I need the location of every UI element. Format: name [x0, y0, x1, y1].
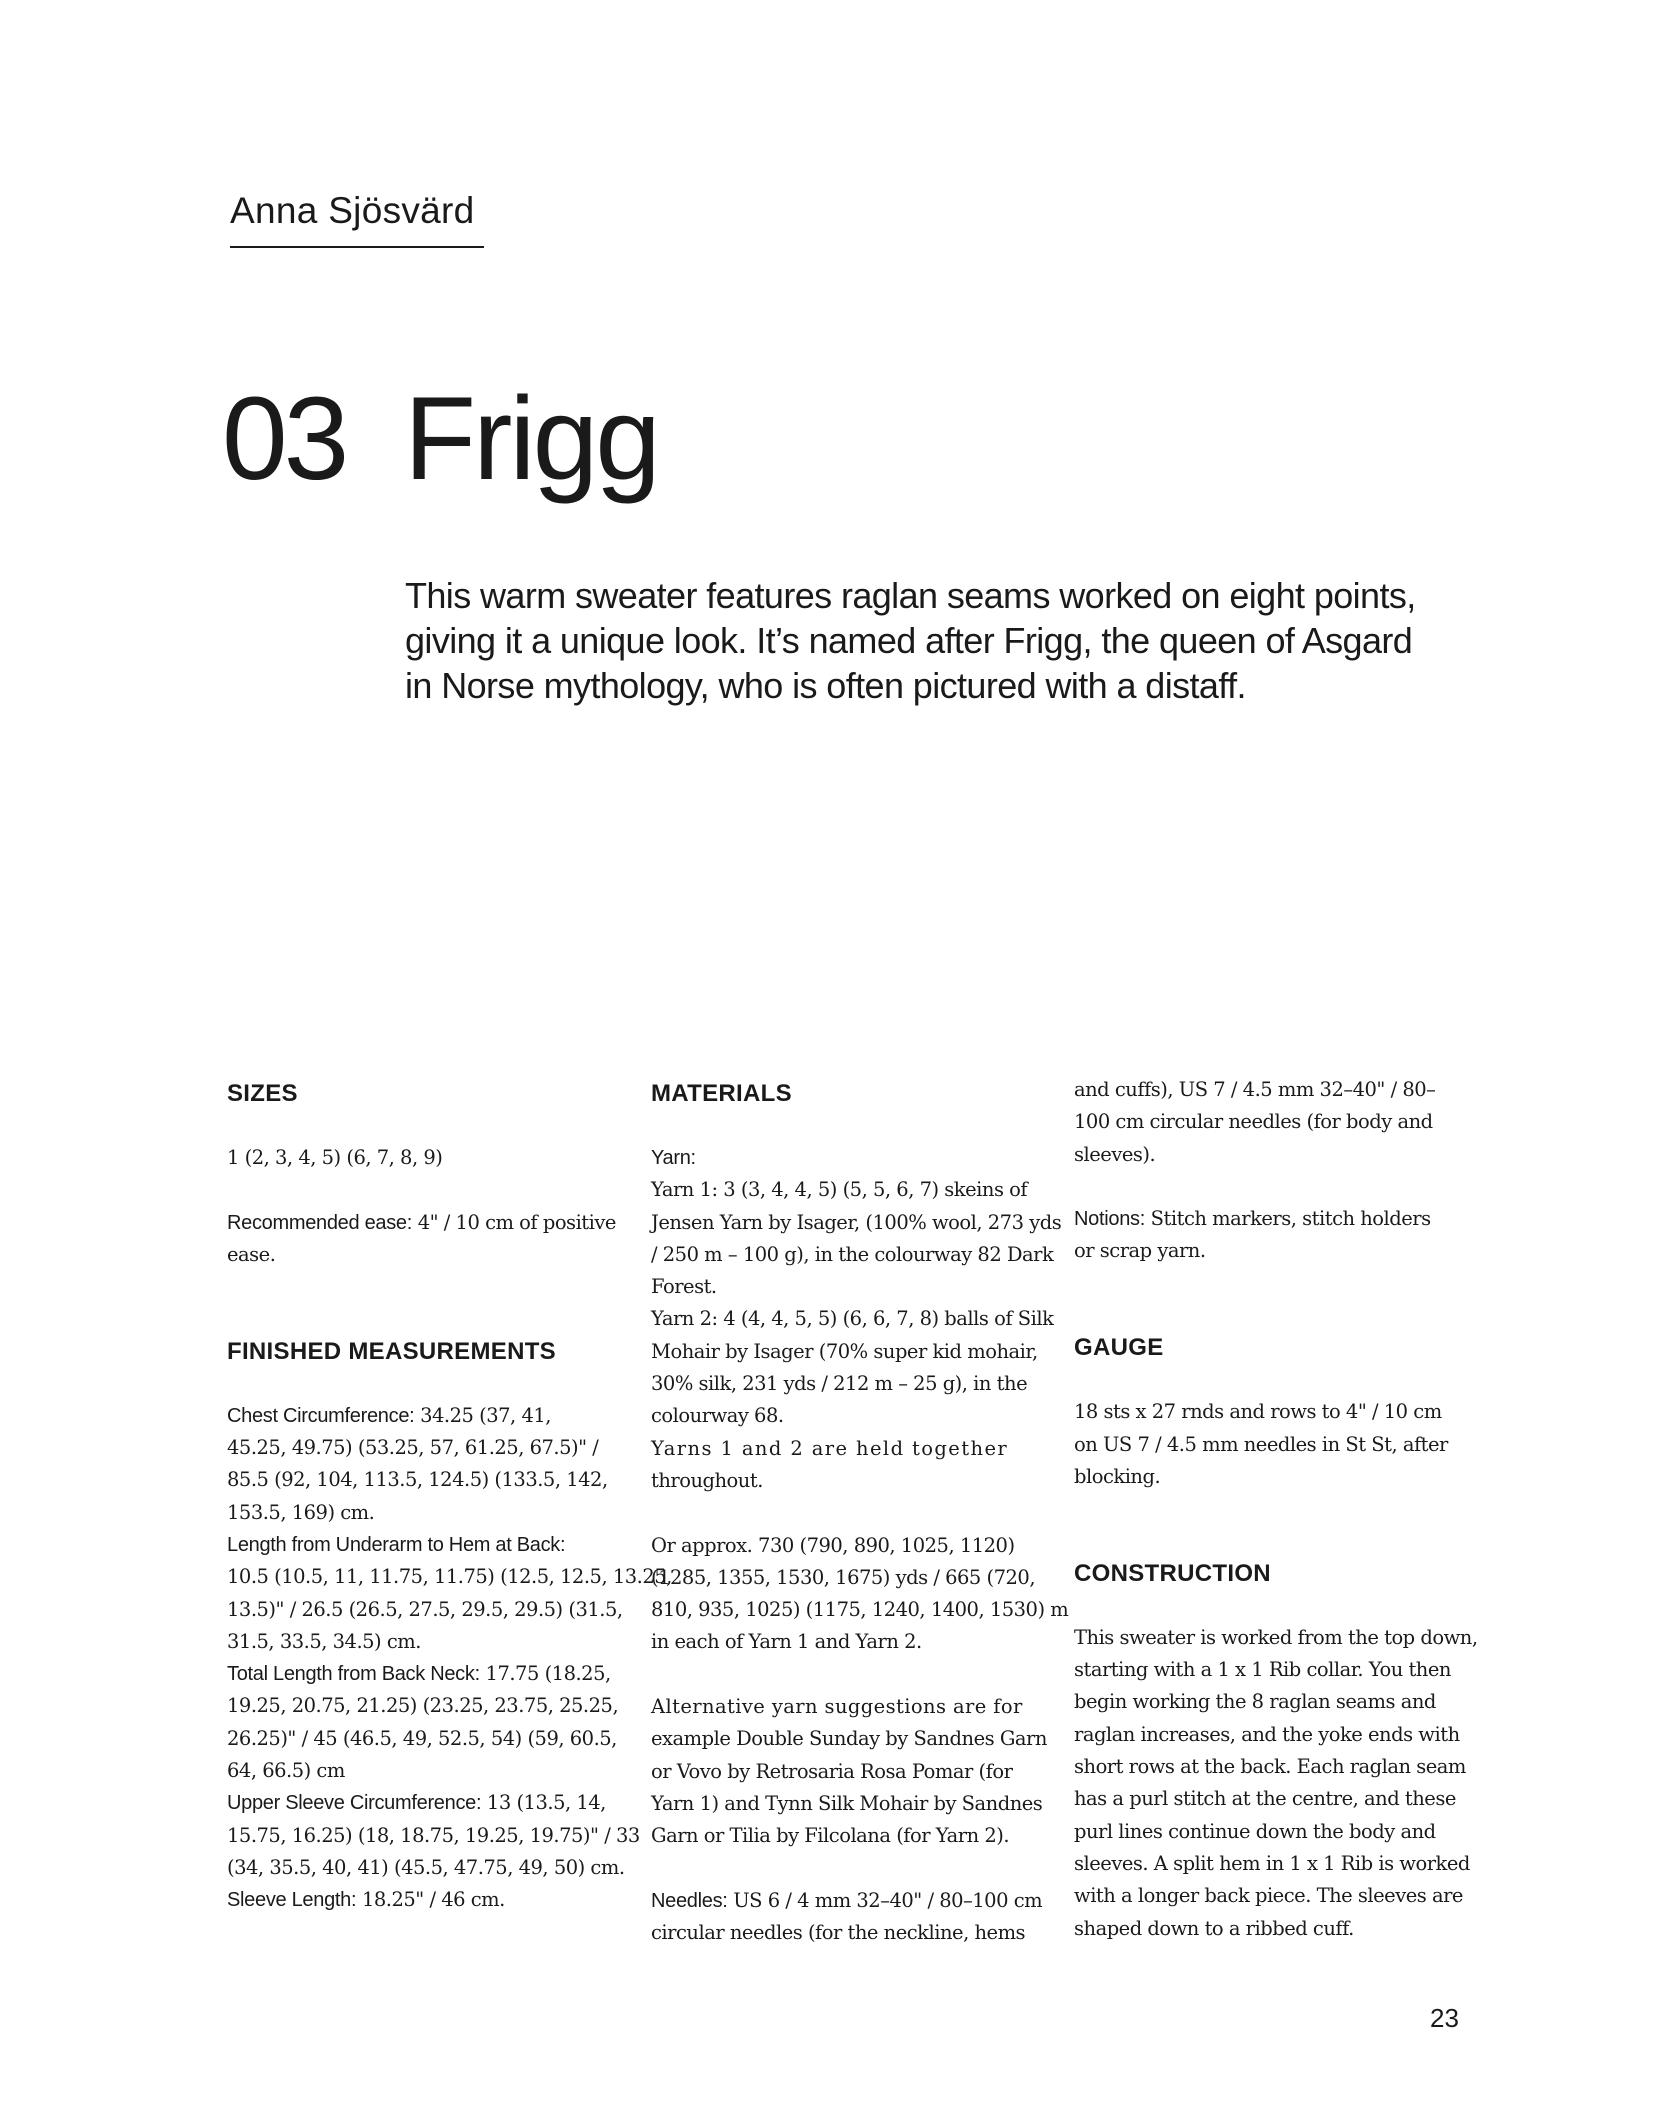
construction-line: sleeves. A split hem in 1 x 1 Rib is worked: [1074, 1851, 1470, 1875]
page-number: 23: [1430, 2003, 1459, 2033]
length-label: Length from Underarm to Hem at Back:: [227, 1533, 566, 1556]
length-line: 10.5 (10.5, 11, 11.75, 11.75) (12.5, 12.5, 13.25,: [227, 1565, 672, 1589]
approx-line: (1285, 1355, 1530, 1675) yds / 665 (720,: [651, 1565, 1036, 1589]
alternative-yarn-line: example Double Sunday by Sandnes Garn: [651, 1727, 1047, 1751]
ease-line: ease.: [227, 1242, 276, 1266]
gauge-heading: GAUGE: [1074, 1334, 1164, 1362]
needles-value: US 6 / 4 mm 32–40" / 80–100 cm: [727, 1888, 1043, 1912]
yarn2-line: Mohair by Isager (70% super kid mohair,: [651, 1339, 1038, 1363]
chest-label: Chest Circumference:: [227, 1404, 415, 1427]
sizes-values: 1 (2, 3, 4, 5) (6, 7, 8, 9): [227, 1146, 443, 1169]
alternative-yarn-line: Garn or Tilia by Filcolana (for Yarn 2).: [651, 1824, 1010, 1848]
needles-continued-line: sleeves).: [1074, 1142, 1156, 1166]
construction-line: with a longer back piece. The sleeves are: [1074, 1884, 1463, 1908]
notions-value: Stitch markers, stitch holders: [1144, 1207, 1431, 1231]
yarn2-line: colourway 68.: [651, 1404, 784, 1428]
needles-continued-line: 100 cm circular needles (for body and: [1074, 1110, 1433, 1134]
total-length-label: Total Length from Back Neck:: [227, 1663, 480, 1686]
yarn1-line: / 250 m – 100 g), in the colourway 82 Dark: [651, 1242, 1054, 1266]
pattern-number: 03: [222, 373, 346, 505]
total-length-line: 19.25, 20.75, 21.25) (23.25, 23.75, 25.25,: [227, 1694, 619, 1718]
held-together-line: throughout.: [651, 1468, 763, 1492]
yarn1-line: Forest.: [651, 1275, 717, 1299]
alternative-yarn-line: Yarn 1) and Tynn Silk Mohair by Sandnes: [651, 1791, 1043, 1815]
materials-heading: MATERIALS: [651, 1080, 792, 1107]
yarn2-line: Yarn 2: 4 (4, 4, 5, 5) (6, 6, 7, 8) balls of Silk: [651, 1307, 1054, 1331]
intro-line: giving it a unique look. It’s named after Frigg, the queen of Asgard: [405, 620, 1413, 661]
intro-line: This warm sweater features raglan seams worked on eight points,: [405, 575, 1416, 616]
yarn1-line: Jensen Yarn by Isager, (100% wool, 273 yds: [651, 1210, 1062, 1234]
construction-line: starting with a 1 x 1 Rib collar. You then: [1074, 1658, 1451, 1682]
notions-label: Notions:: [1074, 1208, 1145, 1231]
ease-label: Recommended ease:: [227, 1211, 413, 1234]
length-line: 13.5)" / 26.5 (26.5, 27.5, 29.5, 29.5) (31.5,: [227, 1597, 623, 1621]
construction-line: begin working the 8 raglan seams and: [1074, 1690, 1436, 1714]
construction-line: short rows at the back. Each raglan seam: [1074, 1755, 1466, 1779]
notions-line: or scrap yarn.: [1074, 1239, 1206, 1263]
alternative-yarn-line: or Vovo by Retrosaria Rosa Pomar (for: [651, 1759, 1013, 1783]
needles-continued-line: and cuffs), US 7 / 4.5 mm 32–40" / 80–: [1074, 1078, 1436, 1101]
total-length-line: 64, 66.5) cm: [227, 1759, 345, 1783]
ease-value: 4" / 10 cm of positive: [412, 1210, 616, 1234]
upper-sleeve-value: 13 (13.5, 14,: [481, 1791, 606, 1815]
gauge-line: 18 sts x 27 rnds and rows to 4" / 10 cm: [1074, 1400, 1442, 1424]
sleeve-length-line: [227, 1884, 619, 1916]
yarn-label-line: [651, 1142, 1043, 1174]
held-together-line: Yarns 1 and 2 are held together: [651, 1436, 1009, 1460]
construction-line: raglan increases, and the yoke ends with: [1074, 1722, 1460, 1746]
alternative-yarn-line: Alternative yarn suggestions are for: [651, 1695, 1023, 1719]
pattern-title: Frigg: [404, 373, 658, 505]
chest-line: [227, 1400, 619, 1432]
sleeve-length-value: 18.25" / 46 cm.: [356, 1888, 505, 1912]
construction-line: purl lines continue down the body and: [1074, 1819, 1436, 1843]
chest-line: 85.5 (92, 104, 113.5, 124.5) (133.5, 142,: [227, 1468, 608, 1492]
construction-line: has a purl stitch at the centre, and these: [1074, 1787, 1456, 1811]
column-sizes-measurements: [227, 1078, 672, 1917]
sizes-heading: SIZES: [227, 1080, 298, 1107]
chest-line: 153.5, 169) cm.: [227, 1500, 375, 1524]
construction-heading: CONSTRUCTION: [1074, 1559, 1271, 1587]
gauge-line: blocking.: [1074, 1464, 1161, 1488]
approx-line: in each of Yarn 1 and Yarn 2.: [651, 1630, 922, 1654]
author-name: Anna Sjösvärd: [230, 190, 484, 248]
yarn-label: Yarn:: [651, 1147, 696, 1169]
column-materials: [651, 1078, 1069, 1949]
column-notions-gauge-construction: [1074, 1074, 1478, 1945]
yarn2-line: 30% silk, 231 yds / 212 m – 25 g), in the: [651, 1372, 1028, 1396]
construction-line: This sweater is worked from the top down,: [1074, 1625, 1478, 1649]
upper-sleeve-line: (34, 35.5, 40, 41) (45.5, 47.75, 49, 50) cm.: [227, 1855, 625, 1879]
notions-line: [1074, 1203, 1466, 1235]
total-length-line: [227, 1658, 619, 1690]
upper-sleeve-label: Upper Sleeve Circumference:: [227, 1792, 482, 1815]
upper-sleeve-line: [227, 1787, 619, 1819]
total-length-value: 17.75 (18.25,: [479, 1662, 611, 1686]
finished-measurements-heading: FINISHED MEASUREMENTS: [227, 1337, 556, 1365]
upper-sleeve-line: 15.75, 16.25) (18, 18.75, 19.25, 19.75)" / 33: [227, 1823, 640, 1847]
needles-label: Needles:: [651, 1889, 728, 1912]
ease-line: [227, 1207, 619, 1239]
intro-paragraph: [405, 573, 1485, 708]
construction-line: shaped down to a ribbed cuff.: [1074, 1916, 1354, 1940]
approx-line: 810, 935, 1025) (1175, 1240, 1400, 1530) m: [651, 1598, 1069, 1622]
gauge-line: on US 7 / 4.5 mm needles in St St, after: [1074, 1432, 1448, 1456]
needles-line: [651, 1885, 1043, 1917]
approx-line: Or approx. 730 (790, 890, 1025, 1120): [651, 1533, 1015, 1557]
length-label-line: [227, 1529, 619, 1561]
chest-line: 45.25, 49.75) (53.25, 57, 61.25, 67.5)" /: [227, 1436, 599, 1460]
length-line: 31.5, 33.5, 34.5) cm.: [227, 1629, 421, 1653]
total-length-line: 26.25)" / 45 (46.5, 49, 52.5, 54) (59, 60.5,: [227, 1726, 617, 1750]
sleeve-length-label: Sleeve Length:: [227, 1889, 357, 1912]
chest-value: 34.25 (37, 41,: [414, 1403, 551, 1427]
needles-line: circular needles (for the neckline, hems: [651, 1921, 1026, 1945]
yarn1-line: Yarn 1: 3 (3, 4, 4, 5) (5, 5, 6, 7) skeins of: [651, 1178, 1028, 1202]
intro-line: in Norse mythology, who is often pictured with a distaff.: [405, 665, 1246, 706]
